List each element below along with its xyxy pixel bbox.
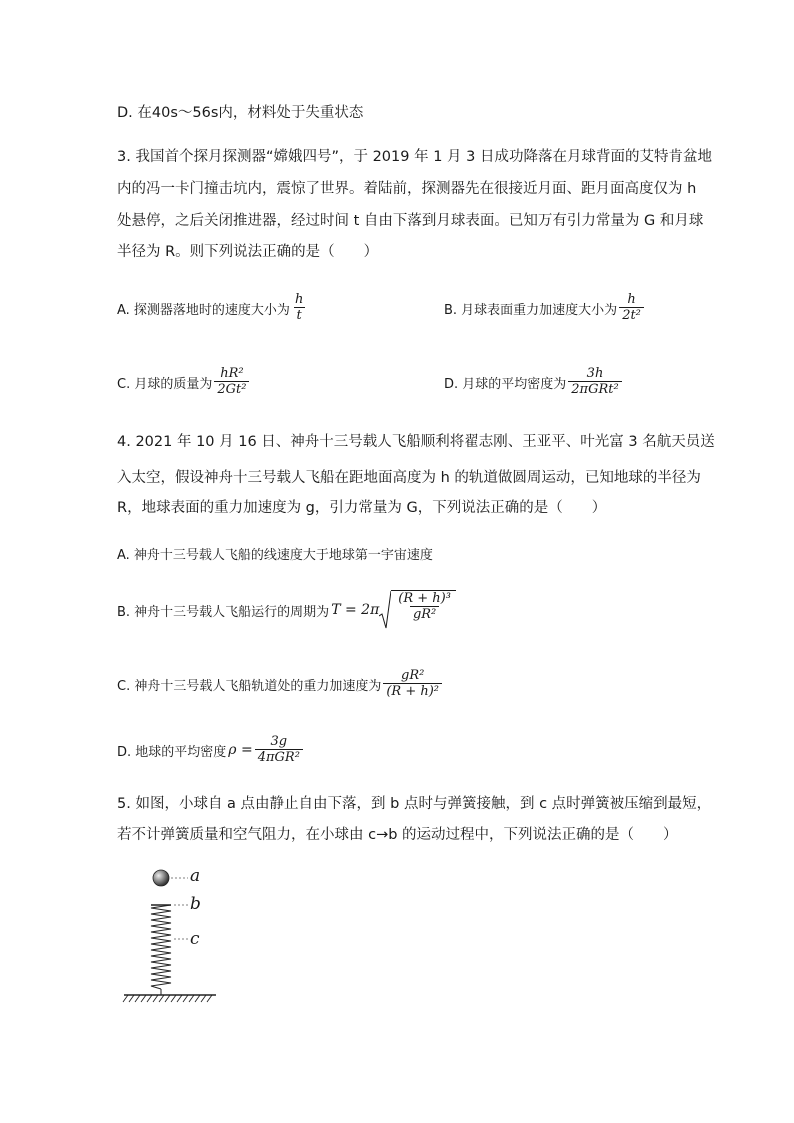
fraction-numerator: (R + h)³ xyxy=(398,591,451,606)
q4-option-b-lhs: T = 2π xyxy=(331,602,380,618)
q5-stem-line-1: 5. 如图，小球自 a 点由静止自由下落，到 b 点时与弹簧接触，到 c 点时弹簧被压缩到最短， xyxy=(117,796,712,812)
fraction-denominator: 2t² xyxy=(619,307,644,324)
figure-label-b: b xyxy=(190,894,201,914)
fraction-denominator: gR² xyxy=(410,606,439,623)
figure-label-a: a xyxy=(190,866,201,886)
q4-option-b-formula xyxy=(395,591,454,623)
q4-option-a-text: A. 神舟十三号载人飞船的线速度大于地球第一宇宙速度 xyxy=(117,548,433,563)
q4-stem-line-3: R，地球表面的重力加速度为 g，引力常量为 G，下列说法正确的是（ ） xyxy=(117,500,607,516)
q3-option-a xyxy=(117,292,308,324)
q3-option-a-formula xyxy=(292,292,306,324)
q4-option-c xyxy=(117,668,444,700)
q3-option-d-text: D. 月球的平均密度为 xyxy=(444,376,567,392)
q4-option-b-sqrt xyxy=(379,590,456,630)
fraction-numerator: h xyxy=(627,292,636,307)
q4-option-c-text: C. 神舟十三号载人飞船轨道处的重力加速度为 xyxy=(117,678,382,694)
fraction-numerator: gR² xyxy=(401,668,425,683)
q4-option-b-text: B. 神舟十三号载人飞船运行的周期为 xyxy=(117,604,330,620)
q3-stem-line-3: 处悬停，之后关闭推进器，经过时间 t 自由下落到月球表面。已知万有引力常量为 G 和月球 xyxy=(117,213,704,229)
fraction-denominator: 2πGRt² xyxy=(568,381,621,398)
q3-option-b xyxy=(444,292,646,324)
ball-icon xyxy=(153,870,169,886)
fraction-denominator: 4πGR² xyxy=(255,749,303,766)
radical-sign-icon xyxy=(379,590,391,630)
q4-option-d-text: D. 地球的平均密度 xyxy=(117,744,227,760)
q3-stem-line-4: 半径为 R。则下列说法正确的是（ ） xyxy=(117,244,379,260)
q4-option-d xyxy=(117,734,305,766)
q4-option-d-lhs: ρ = xyxy=(228,742,253,758)
q3-option-a-text: A. 探测器落地时的速度大小为 xyxy=(117,302,290,318)
q4-option-d-formula xyxy=(255,734,303,766)
q3-option-c-formula xyxy=(214,366,249,398)
fraction-numerator: 3g xyxy=(270,734,288,749)
q3-option-d-formula xyxy=(568,366,621,398)
fraction-denominator: 2Gt² xyxy=(214,381,249,398)
q4-stem-line-2: 入太空，假设神舟十三号载人飞船在距地面高度为 h 的轨道做圆周运动，已知地球的半径为 xyxy=(117,470,701,486)
q4-option-b xyxy=(117,590,456,630)
q3-stem-line-1: 3. 我国首个探月探测器“嫦娥四号”，于 2019 年 1 月 3 日成功降落在月球背面的艾特肯盆地 xyxy=(117,149,712,165)
q3-option-c xyxy=(117,366,251,398)
spring-icon xyxy=(151,905,171,995)
q5-stem-line-2: 若不计弹簧质量和空气阻力，在小球由 c→b 的运动过程中，下列说法正确的是（ ） xyxy=(117,827,678,843)
q4-stem-line-1: 4. 2021 年 10 月 16 日、神舟十三号载人飞船顺利将翟志刚、王亚平、叶光富 3 名航天员送 xyxy=(117,434,715,450)
fraction-denominator: (R + h)² xyxy=(383,683,442,700)
q3-option-c-text: C. 月球的质量为 xyxy=(117,376,213,392)
ground-icon xyxy=(123,995,216,1002)
spring-ball-figure xyxy=(118,862,218,1004)
q4-option-c-formula xyxy=(383,668,442,700)
q3-option-b-formula xyxy=(619,292,644,324)
fraction-denominator: t xyxy=(294,307,305,324)
q3-stem-line-2: 内的冯一卡门撞击坑内，震惊了世界。着陆前，探测器先在很接近月面、距月面高度仅为 h xyxy=(117,181,697,197)
figure-label-c: c xyxy=(190,929,200,949)
fraction-numerator: 3h xyxy=(586,366,604,381)
fraction-numerator: h xyxy=(294,292,304,307)
q2-option-d: D. 在40s～56s内，材料处于失重状态 xyxy=(117,105,364,121)
q3-option-d xyxy=(444,366,624,398)
fraction-numerator: hR² xyxy=(220,366,244,381)
q4-option-a xyxy=(117,544,433,563)
q3-option-b-text: B. 月球表面重力加速度大小为 xyxy=(444,302,618,318)
